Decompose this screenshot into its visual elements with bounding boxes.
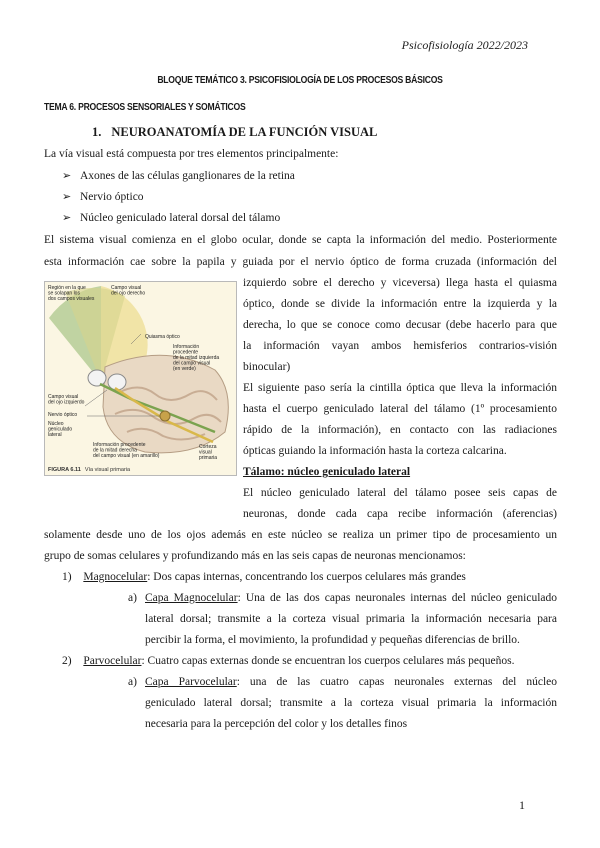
paragraph-line: neuronas, donde cada capa recibe información (aferencias) bbox=[243, 508, 557, 520]
figure-label: Campo visual del ojo derecho bbox=[111, 285, 146, 297]
paragraph-line: El sistema visual comienza en el globo ocular, donde se capta la información del medio. Posteriormente bbox=[44, 234, 557, 246]
figure-label: Región en la que se solapan los dos campos visuales bbox=[48, 285, 95, 302]
paragraph-line: hasta el cuerpo geniculado lateral del tálamo (1º procesamiento bbox=[243, 403, 557, 415]
paragraph-line: la información vayan ambos hemisferios contrarios-visión bbox=[243, 340, 557, 352]
paragraph-line: óptico, donde se divide la información entre la izquierda y la bbox=[243, 298, 557, 310]
section-heading bbox=[92, 125, 377, 140]
paragraph-line: grupo de somas celulares y profundizando más en las seis capas de neuronas mencionamos: bbox=[44, 550, 466, 562]
tema-title: TEMA 6. PROCESOS SENSORIALES Y SOMÁTICOS bbox=[44, 101, 246, 113]
paragraph-line: ópticas guiando la información hasta la corteza calcarina. bbox=[243, 445, 507, 457]
visual-pathway-figure bbox=[44, 281, 237, 476]
intro-text: La vía visual está compuesta por tres elementos principalmente: bbox=[44, 148, 339, 160]
list-item-magnocelular: 1) Magnocelular: Dos capas internas, concentrando los cuerpos celulares más grandes bbox=[62, 571, 466, 583]
sublist-marker: a) bbox=[128, 592, 137, 604]
bullet-item: ➢ Núcleo geniculado lateral dorsal del tálamo bbox=[62, 212, 281, 224]
figure-label: Nervio óptico bbox=[48, 412, 78, 418]
figure-label: Información procedente de la mitad izquierda del campo visual (en verde) bbox=[173, 344, 220, 372]
sublist-line: Capa Parvocelular: una de las cuatro capas neuronales externas del núcleo bbox=[145, 676, 557, 688]
page-number: 1 bbox=[519, 798, 525, 812]
figure-label: Campo visual del ojo izquierdo bbox=[48, 394, 85, 406]
block-title: BLOQUE TEMÁTICO 3. PSICOFISIOLOGÍA DE LOS PROCESOS BÁSICOS bbox=[157, 74, 443, 86]
sublist-marker: a) bbox=[128, 676, 137, 688]
figure-label: Quiasma óptico bbox=[145, 334, 180, 340]
sublist-line: percibir la forma, el movimiento, la profundidad y pequeñas diferencias de brillo. bbox=[145, 634, 520, 646]
paragraph-line: binocular) bbox=[243, 361, 291, 373]
arrow-bullet-icon: ➢ bbox=[62, 191, 72, 203]
sublist-line: lateral dorsal; transmite a la corteza visual primaria la información necesaria para bbox=[145, 613, 557, 625]
paragraph-line: izquierdo sobre el derecho y viceversa) llega hasta el quiasma bbox=[243, 277, 557, 289]
section-number: 1. bbox=[92, 125, 102, 139]
sublist-line: necesaria para la percepción del color y los detalles finos bbox=[145, 718, 408, 730]
paragraph-line: derecha, lo que se conoce como decusar (debe hacerlo para que bbox=[243, 319, 557, 331]
paragraph-line: esta información cae sobre la papila y guiada por el nervio óptico de forma cruzada (información del bbox=[44, 256, 557, 268]
bullet-item: ➢ Nervio óptico bbox=[62, 191, 144, 203]
figure-label: Núcleo geniculado lateral bbox=[48, 421, 73, 438]
arrow-bullet-icon: ➢ bbox=[62, 170, 72, 182]
sublist-line: Capa Magnocelular: Una de las dos capas neuronales internas del núcleo geniculado bbox=[145, 592, 557, 604]
paragraph-line: rápido de la información), en contacto con las radiaciones bbox=[243, 424, 557, 436]
paragraph-line: El siguiente paso sería la cintilla óptica que lleva la información bbox=[243, 382, 557, 394]
figure-label: Información procedente de la mitad derecha del campo visual (en amarillo) bbox=[93, 442, 160, 459]
figure-label: Corteza visual primaria bbox=[199, 444, 218, 461]
sublist-line: geniculado lateral dorsal; transmite a la corteza visual primaria la información bbox=[145, 697, 557, 709]
course-header: Psicofisiología 2022/2023 bbox=[401, 38, 528, 52]
arrow-bullet-icon: ➢ bbox=[62, 212, 72, 224]
section-title: NEUROANATOMÍA DE LA FUNCIÓN VISUAL bbox=[111, 125, 378, 139]
subheading-talamo: Tálamo: núcleo geniculado lateral bbox=[243, 466, 411, 478]
paragraph-line: solamente desde uno de los ojos además en este núcleo se realiza un primer tipo de procesamiento un bbox=[44, 529, 557, 541]
visual-pathway-illustration bbox=[45, 282, 236, 475]
bullet-item: ➢ Axones de las células ganglionares de la retina bbox=[62, 170, 295, 182]
list-item-parvocelular: 2) Parvocelular: Cuatro capas externas donde se encuentran los cuerpos celulares más pequeños. bbox=[62, 655, 515, 667]
term-parvocelular: Parvocelular bbox=[83, 655, 142, 667]
figure-caption: FIGURA 6.11 Vía visual primaria bbox=[48, 467, 131, 473]
paragraph-line: El núcleo geniculado lateral del tálamo posee seis capas de bbox=[243, 487, 557, 499]
term-magnocelular: Magnocelular bbox=[83, 571, 148, 583]
